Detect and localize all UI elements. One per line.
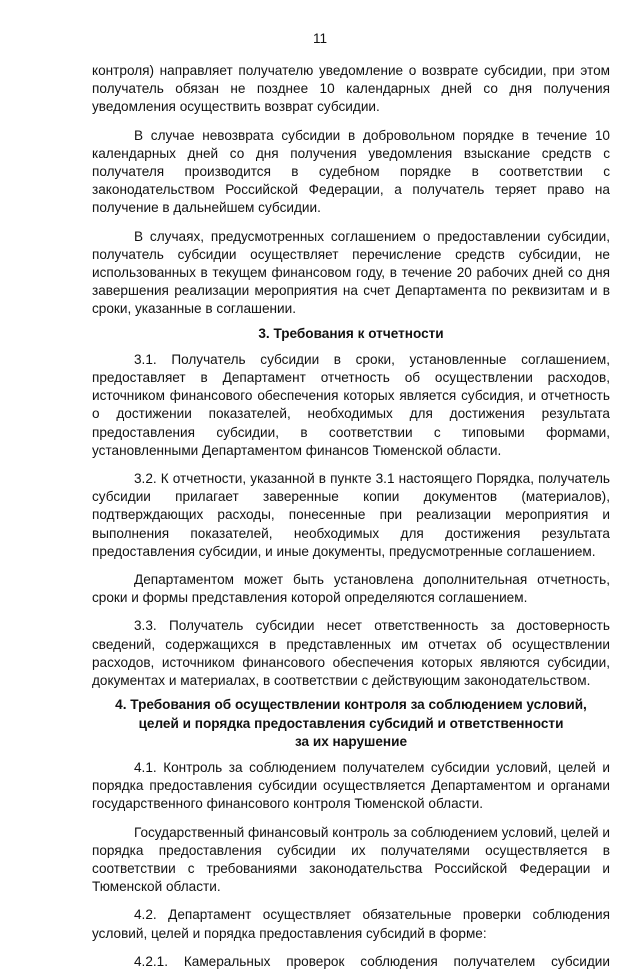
paragraph: 4.1. Контроль за соблюдением получателем субсидии условий, целей и порядка предоставления субсидии осуществляется Департаментом и органами государственного финансового контроля Тюменской области. <box>92 759 610 812</box>
paragraph: контроля) направляет получателю уведомление о возврате субсидии, при этом получатель обязан не позднее 10 календарных дней со дня получения уведомления осуществить возврат субсидии. <box>92 63 610 115</box>
paragraph: 3.2. К отчетности, указанной в пункте 3.1 настоящего Порядка, получатель субсидии прилагает заверенные копии документов (материалов), подтверждающих расходы, понесенные при реализации мероприятия и выполнения показателей, необходимых для достижения результата предоставления субсидии, и иные документы, предусмотренные соглашением. <box>92 471 610 559</box>
paragraph: 4.2. Департамент осуществляет обязательные проверки соблюдения условий, целей и порядка предоставления субсидий в форме: <box>92 907 610 941</box>
paragraph: 3.3. Получатель субсидии несет ответственность за достоверность сведений, содержащихся в представленных им отчетах об осуществлении расходов, источником финансового обеспечения которых являются субсидии, документах и материалах, в соответствии с действующим законодательством. <box>92 618 610 689</box>
paragraph: В случае невозврата субсидии в добровольном порядке в течение 10 календарных дней со дня получения уведомления взыскание средств с получателя производится в судебном порядке в соответствии с законодательством Российской Федерации, а получатель теряет право на получение в дальнейшем субсидии. <box>92 127 610 216</box>
section-heading-3: 3. Требования к отчетности <box>258 325 444 341</box>
paragraph: Государственный финансовый контроль за соблюдением условий, целей и порядка предоставления субсидии их получателями осуществляется в соответствии с требованиями законодательства Российской Федерации и Тюменской области. <box>92 824 610 895</box>
section-heading-4 <box>92 696 610 751</box>
paragraph: Департаментом может быть установлена дополнительная отчетность, сроки и формы представления которой определяются соглашением. <box>92 572 610 606</box>
paragraph: В случаях, предусмотренных соглашением о предоставлении субсидии, получатель субсидии осуществляет перечисление средств субсидии, не использованных в текущем финансовом году, в течение 20 рабочих дней со дня завершения реализации мероприятия на счет Департамента по реквизитам и в сроки, указанные в соглашении. <box>92 228 610 317</box>
section-heading-4-line: целей и порядка предоставления субсидий и ответственности <box>138 715 564 731</box>
page-number: 11 <box>312 31 328 46</box>
section-heading-4-line: 4. Требования об осуществлении контроля за соблюдением условий, <box>115 697 587 713</box>
paragraph: 4.2.1. Камеральных проверок соблюдения получателем субсидии <box>134 953 610 969</box>
document-body <box>92 62 610 971</box>
section-heading-4-line: за их нарушение <box>294 733 408 749</box>
paragraph: 3.1. Получатель субсидии в сроки, установленные соглашением, предоставляет в Департамент отчетность об осуществлении расходов, источником финансового обеспечения которых является субсидия, и отчетность о достижении показателей, необходимых для достижения результата предоставления субсидии, в соответствии с типовыми формами, установленными Департаментом финансов Тюменской области. <box>92 351 610 458</box>
